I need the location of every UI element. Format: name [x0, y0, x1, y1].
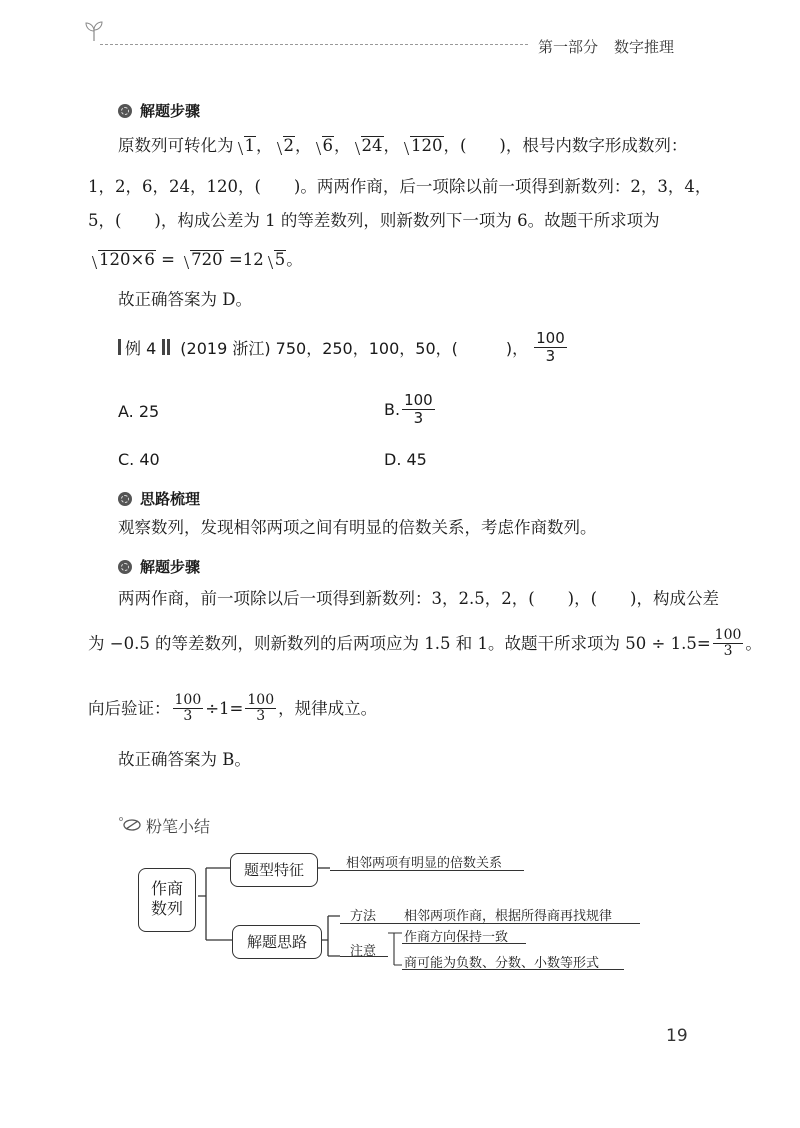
line1-suffix: ，根号内数字形成数列：	[505, 136, 688, 155]
option-d[interactable]: D. 45	[384, 450, 427, 469]
root-5: 5	[274, 250, 286, 269]
idea-text: 观察数列，发现相邻两项之间有明显的倍数关系，考虑作商数列。	[118, 518, 597, 537]
method-label: 方法	[350, 909, 377, 924]
verify-num-2: 100	[247, 692, 275, 708]
verify-mid: ÷1=	[205, 698, 244, 718]
block1-line1: 原数列可转化为 1， 2， 6， 24， 120，( )，根号内数字形成数列：	[118, 136, 688, 155]
option-b-den: 3	[413, 408, 424, 427]
verify-num-1: 100	[174, 692, 202, 708]
note-label-underline	[340, 956, 388, 957]
header-title: 数字推理	[614, 38, 675, 56]
block2-line1: 两两作商，前一项除以后一项得到新数列：3，2.5，2，( )，( )，构成公差	[118, 589, 719, 608]
root-line-1: 作商	[150, 879, 183, 898]
root-2: 2	[283, 136, 294, 155]
block1-answer: 故正确答案为 D。	[118, 290, 252, 309]
verify-den-2: 3	[256, 708, 266, 725]
option-c[interactable]: C. 40	[118, 450, 160, 469]
line2-den: 3	[723, 643, 733, 660]
root-120: 120	[411, 136, 443, 155]
line4-end: 。	[286, 250, 303, 269]
line2-end: 。	[745, 633, 762, 653]
method-text: 相邻两项作商，根据所得商再找规律	[404, 909, 613, 924]
block2-answer: 故正确答案为 B。	[118, 750, 251, 769]
note-1: 作商方向保持一致	[404, 930, 509, 945]
note-2: 商可能为负数、分数、小数等形式	[404, 956, 600, 971]
feature-leaf-underline	[330, 870, 524, 871]
root-1: 1	[244, 136, 255, 155]
method-underline	[340, 923, 640, 924]
line2-text: 为 −0.5 的等差数列，则新数列的后两项应为 1.5 和 1。故题干所求项为 50 ÷ 1.5=	[88, 633, 711, 653]
summary-title: 粉笔小结	[146, 817, 211, 836]
branch-feature: 题型特征	[230, 853, 318, 887]
page-number: 19	[666, 1026, 688, 1046]
root-120x6: 120×6	[99, 250, 155, 269]
steps-heading-text: 解题步骤	[140, 102, 201, 120]
root-line-2: 数列	[150, 899, 183, 918]
option-b-label: B.	[384, 399, 401, 419]
line2-num: 100	[714, 627, 742, 643]
block1-line3: 5，( )，构成公差为 1 的等差数列，则新数列下一项为 6。故题干所求项为	[88, 211, 660, 230]
frac-den: 3	[545, 346, 556, 365]
note-2-underline	[402, 969, 624, 970]
root-24: 24	[361, 136, 383, 155]
root-720: 720	[191, 250, 223, 269]
eq-sign: =	[155, 250, 181, 269]
steps-heading-text-2: 解题步骤	[140, 558, 201, 576]
verify-end: ，规律成立。	[278, 698, 378, 718]
option-a[interactable]: A. 25	[118, 402, 160, 421]
eq-12: =12	[223, 250, 264, 269]
verify-prefix: 向后验证：	[88, 698, 171, 718]
note-1-underline	[402, 943, 526, 944]
feature-leaf: 相邻两项有明显的倍数关系	[346, 856, 503, 871]
example-label-text: 例 4	[125, 338, 157, 358]
header-section: 第一部分	[538, 38, 599, 56]
branch-approach: 解题思路	[232, 925, 322, 959]
note-label: 注意	[350, 944, 377, 959]
frac-num: 100	[536, 329, 565, 347]
root-6: 6	[322, 136, 333, 155]
verify-den-1: 3	[183, 708, 193, 725]
line1-prefix: 原数列可转化为	[118, 136, 234, 155]
option-b-num: 100	[404, 391, 433, 409]
block1-line2: 1，2，6，24，120，( )。两两作商，后一项除以前一项得到新数列：2，3，4，	[88, 177, 712, 196]
example-text: (2019 浙江) 750，250，100，50，( )，	[180, 338, 529, 358]
mindmap-root	[138, 868, 196, 932]
idea-heading-text: 思路梳理	[140, 490, 201, 508]
